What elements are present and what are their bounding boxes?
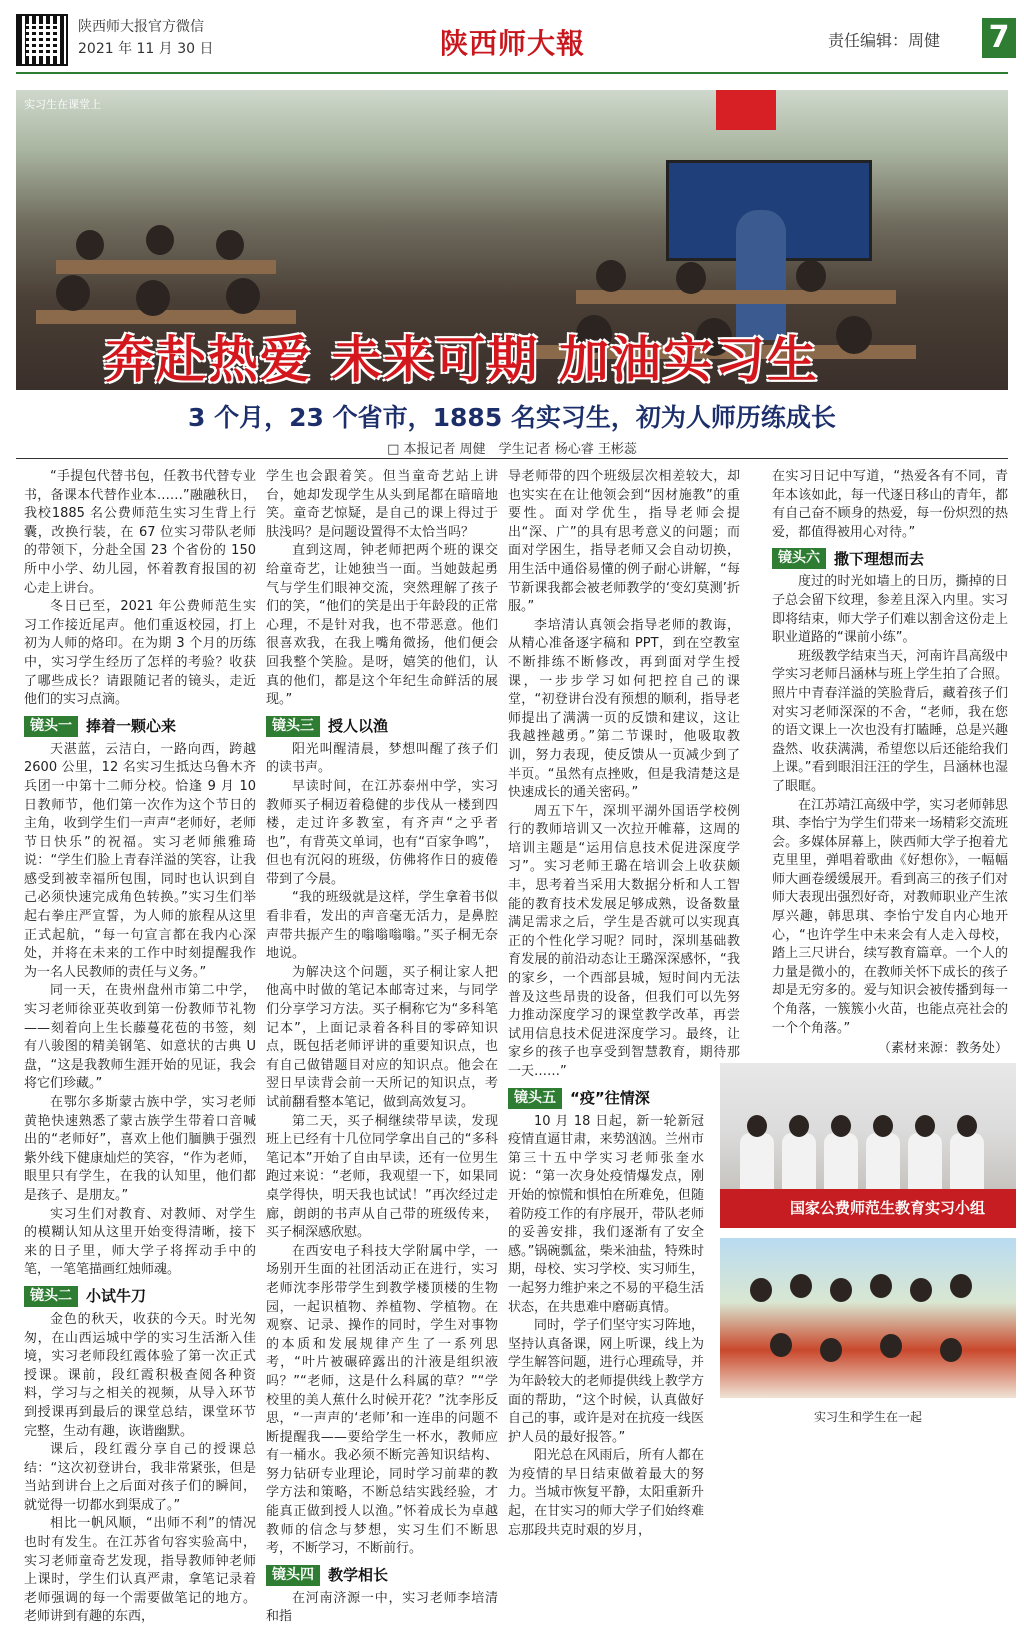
header-divider <box>16 72 1008 74</box>
person-head <box>747 1115 767 1137</box>
person-head <box>820 1338 842 1362</box>
section-heading <box>24 716 256 737</box>
section-tag: 镜头一 <box>24 716 78 737</box>
article-column-4 <box>772 468 1008 1059</box>
paragraph: 阳光叫醒清晨，梦想叫醒了孩子们的读书声。 <box>266 741 498 776</box>
person-head <box>770 1333 792 1357</box>
section-tag: 镜头六 <box>772 548 826 569</box>
paragraph: 实习生们对教育、对教师、对学生的模糊认知从这里开始变得清晰，接下来的日子里，师大学子将挥动手中的笔，一笔笔描画红烛师魂。 <box>24 1206 256 1278</box>
paragraph: 第二天，买子桐继续带早读，发现班上已经有十几位同学拿出自己的“多科笔记本”开始了自由早读，还有一位男生跑过来说：“老师，我观望一下，如果同桌学得快，明天我也试试！”再次经过走廊，朗朗的书声从自己带的班级传来，买子桐深感欣慰。 <box>266 1113 498 1241</box>
person-head <box>790 1274 812 1298</box>
group-photo-interns <box>720 1063 1016 1228</box>
paragraph: 同一天，在贵州盘州市第二中学，实习老师徐亚英收到第一份教师节礼物——刻着向上生长藤蔓花苞的书签，刻有八骏图的精美钢笔、如意状的古典 U 盘，“这是我教师生涯开始的见证，我会将它们珍藏。” <box>24 983 256 1092</box>
paragraph: 为解决这个问题，买子桐让家人把他高中时做的笔记本邮寄过来，与同学们分享学习方法。买子桐称它为“多科笔记本”，上面记录着各科目的零碎知识点，既包括老师评讲的重要知识点，也有自己做错题目对应的知识点。他会在翌日早读背会前一天所记的知识点，考试前翻看整本笔记，做到高效复习。 <box>266 964 498 1110</box>
section-tag: 镜头四 <box>266 1565 320 1586</box>
paragraph: 课后，段红霞分享自己的授课总结：“这次初登讲台，我非常紧张，但是当站到讲台上之后面对孩子们的瞬间，就觉得一切都水到渠成了。” <box>24 1442 256 1513</box>
student-head <box>596 260 626 292</box>
desk-row <box>576 290 896 304</box>
paragraph: 在江苏靖江高级中学，实习老师韩思琪、李怡宁为学生们带来一场精彩交流班会。多媒体屏幕上，陕西师大学子抱着尤克里里，弹唱着歌曲《好想你》，一幅幅师大画卷缓缓展开。看到高三的孩子们对师大表现出强烈好奇，对教师职业产生浓厚兴趣，韩思琪、李怡宁发自内心地开心，“也许学生中未来会有人走入母校，踏上三尺讲台，续写教育篇章。一个人的力量是微小的，在教师关怀下成长的孩子却是无穷多的。爱与知识会被传播到每一个角落，一簇簇小火苗，也能点亮社会的一个个角落。” <box>772 797 1008 1036</box>
page-number: 7 <box>982 18 1016 58</box>
article-column-3 <box>508 468 740 1540</box>
person-head <box>880 1334 902 1358</box>
group-photo-students <box>720 1238 1016 1398</box>
student-head <box>216 230 244 260</box>
section-title: “疫”往情深 <box>570 1088 650 1107</box>
material-source: （素材来源：教务处） <box>877 1041 1008 1057</box>
paragraph: 直到这周，钟老师把两个班的课交给童奇艺，让她独当一面。当她鼓起勇气与学生们眼神交流，突然理解了孩子们的笑，“他们的笑是出于年龄段的正常心理，不是针对我，也不带恶意。他们很喜欢我，在我上嘴角微扬，他们便会回我整个笑脸。是呀，嬉笑的他们，认真的他们，都是这个年纪生命鲜活的展现。” <box>266 543 498 708</box>
student-head <box>56 275 90 311</box>
section-title: 教学相长 <box>328 1566 389 1585</box>
qr-code <box>16 14 68 66</box>
section-heading <box>266 716 498 737</box>
person-head <box>940 1338 962 1362</box>
person-head <box>750 1278 772 1302</box>
paragraph: 学生也会跟着笑。但当童奇艺站上讲台，她却发现学生从头到尾都在暗暗地笑。童奇艺惊疑，是自己的课上得过于肤浅吗？是问题设置得不太恰当吗？ <box>266 469 498 540</box>
section-title: 授人以渔 <box>328 716 389 735</box>
person-head <box>957 1115 977 1137</box>
paragraph: 度过的时光如墙上的日历，撕掉的日子总会留下纹理，参差且深入内里。实习即将结束，师大学子们难以割舍这份走上职业道路的“课前小练”。 <box>772 574 1008 646</box>
section-heading <box>508 1088 740 1109</box>
student-head <box>76 230 104 260</box>
paragraph: 天湛蓝，云洁白，一路向西，跨越 2600 公里，12 名实习生抵达乌鲁木齐兵团一中第十二师分校。恰逢 9 月 10 日教师节，他们第一次作为这个节日的主角，收到学生们一声声“老师好，老师节日快乐”的祝福。实习老师熊雅琦说：“学生们脸上青春洋溢的笑容，让我感受到被幸福所包围，同时也认识到自己必须快速完成角色转换。”实习生们举起右拳庄严宣誓，为人师的旅程从这里正式起航，“每一句宣言都在我内心深处，并将在未来的工作中时刻提醒我作为一名人民教师的责任与义务。” <box>24 741 256 980</box>
person-head <box>910 1278 932 1302</box>
paragraph: 周五下午，深圳平湖外国语学校例行的教师培训又一次拉开帷幕，这周的培训主题是“运用信息技术促进深度学习”。实习老师王璐在培训会上收获颇丰，思考着当采用大数据分析和人工智能的教育技术发展足够成熟，设备数量满足需求之后，学生是否就可以实现真正的个性化学习呢？同时，深圳基础教育发展的前沿动态让王璐深深感怀，“我的家乡，一个西部县城，短时间内无法普及这些昂贵的设备，但我们可以先努力推动深度学习的课堂教学改革，再尝试用信息技术促进深度学习。最终，让家乡的孩子也享受到智慧教育，期待那一天……” <box>508 803 740 1079</box>
section-title: 捧着一颗心来 <box>86 716 177 735</box>
section-tag: 镜头二 <box>24 1286 78 1307</box>
paragraph: 相比一帆风顺，“出师不利”的情况也时有发生。在江苏省句容实验高中，实习老师童奇艺发现，指导教师钟老师上课时，学生们认真严肃，拿笔记录着老师强调的每一个需要做笔记的地方。老师讲到有趣的东西， <box>24 1516 256 1625</box>
section-tag: 镜头五 <box>508 1088 562 1109</box>
section-heading <box>772 548 1008 569</box>
student-head <box>836 316 872 354</box>
person-head <box>831 1115 851 1137</box>
paragraph: 10 月 18 日起，新一轮新冠疫情直逼甘肃，来势汹汹。兰州市第三十五中学实习老师张奎水说：“第一次身处疫情爆发点，刚开始的惊慌和惧怕在所难免，但随着防疫工作的有序展开，带队老师的妥善安排，我们逐渐有了安全感。”锅碗瓢盆，柴米油盐，特殊时期，母校、实习学校、实习师生，一起努力维护来之不易的平稳生活状态，在共患难中磨砺真情。 <box>508 1113 704 1315</box>
paragraph: 在实习日记中写道，“热爱各有不同，青年本该如此，每一代逐日移山的青年，都有自己奋不顾身的热爱，每一份炽烈的热爱，都值得被用心对待。” <box>772 469 1008 540</box>
student-head <box>676 262 706 294</box>
wechat-source: 陕西师大报官方微信 <box>78 19 204 35</box>
desk-row <box>56 260 276 274</box>
paragraph: 导老师带的四个班级层次相差较大，却也实实在在让他领会到“因材施教”的重要性。面对学优生，指导老师会提出“深、广”的具有思考意义的问题；而面对学困生，指导老师又会自动切换，用生活中通俗易懂的例子耐心讲解，“每节新课我都会被老师教学的‘变幻莫测’折服。” <box>508 469 740 615</box>
flag-decoration <box>716 90 776 130</box>
paragraph: “我的班级就是这样，学生拿着书似看非看，发出的声音毫无活力，是鼻腔声带共振产生的嗡嗡嗡嗡。”买子桐无奈地说。 <box>266 890 498 962</box>
section-title: 小试牛刀 <box>86 1287 147 1306</box>
person-head <box>915 1115 935 1137</box>
photo-caption: 实习生和学生在一起 <box>813 1410 922 1424</box>
section-tag: 镜头三 <box>266 716 320 737</box>
byline: □ 本报记者 周健 学生记者 杨心睿 王彬蕊 <box>387 442 637 457</box>
hero-photo-caption: 实习生在课堂上 <box>24 98 101 111</box>
paragraph: 李培清认真领会指导老师的教诲，从精心准备逐字稿和 PPT，到在空教室不断排练不断修改，再到面对学生授课，一步步学习如何把控自己的课堂，“初登讲台没有预想的顺利，指导老师提出了满满一页的反馈和建议，这让我越挫越勇。”第二节课时，他吸取教训，努力表现，使反馈从一页减少到了半页。“虽然有点挫败，但是我清楚这是快速成长的通关密码。” <box>508 617 740 801</box>
paragraph: 在西安电子科技大学附属中学，一场别开生面的社团活动正在进行，实习老师沈李彤带学生到教学楼顶楼的生物园，一起识植物、养植物、学植物。在观察、记录、操作的同时，学生对事物的本质和发展规律产生了一系列思考，“叶片被碾碎露出的汁液是组织液吗？”“老师，这是什么科属的草？”“学校里的美人蕉什么时候开花？”沈李彤反思，“一声声的‘老师’和一连串的问题不断提醒我——要给学生一杯水，教师应有一桶水。我必须不断完善知识结构、努力钻研专业理论，同时学习前辈的教学方法和策略，不断总结实践经验，才能真正做到授人以渔。”怀着成长为卓越教师的信念与梦想，实习生们不断思考，不断学习，不断前行。 <box>266 1243 498 1557</box>
byline-divider <box>16 458 1008 459</box>
paragraph: “手提包代替书包，任教书代替专业书，备课本代替作业本……”融融秋日，我校1885 名公费师范生实习生背上行囊，改换行装，在 67 位实习带队老师的带领下，分赴全国 23 个省份的 150 所中小学、幼儿园，怀着教育报国的初心走上讲台。 <box>24 469 256 596</box>
section-heading <box>266 1565 498 1586</box>
responsible-editor: 责任编辑：周健 <box>828 31 941 50</box>
student-head <box>796 260 826 292</box>
paragraph: 早读时间，在江苏泰州中学，实习教师买子桐迈着稳健的步伐从一楼到四楼，走过许多教室，有齐声“之乎者也”，有背英文单词，也有“百家争鸣”，但也有沉闷的班级，仿佛将作日的疲倦带到了今晨。 <box>266 778 498 887</box>
person-head <box>789 1115 809 1137</box>
paragraph: 同时，学子们坚守实习阵地，坚持认真备课，网上听课，线上为学生解答问题，进行心理疏导，并为年龄较大的老师提供线上教学方面的帮助，“这个时候，认真做好自己的事，或许是对在抗疫一线医护人员的最好报答。” <box>508 1318 704 1445</box>
issue-date: 2021 年 11 月 30 日 <box>78 41 214 57</box>
article-column-1 <box>24 468 256 1627</box>
person-head <box>873 1115 893 1137</box>
paragraph: 在鄂尔多斯蒙古族中学，实习老师黄艳快速熟悉了蒙古族学生带着口音喊出的“老师好”，喜欢上他们腼腆于强烈紫外线下健康灿烂的笑容，“作为老师，眼里只有学生，在我的认知里，他们都是孩子、是朋友。” <box>24 1095 256 1203</box>
person-head <box>870 1274 892 1298</box>
banner-text: 国家公费师范生教育实习小组 <box>790 1199 986 1217</box>
paragraph: 金色的秋天，收获的今天。时光匆匆，在山西运城中学的实习生活渐入佳境，实习老师段红霞体验了第一次正式授课。课前，段红霞积极查阅各种资料，学习与之相关的视频，从导入环节到授课再到最后的课堂总结，课堂环节完整，生动有趣，诙谐幽默。 <box>24 1311 256 1439</box>
paragraph: 在河南济源一中，实习老师李培清和指 <box>266 1590 498 1625</box>
page-headline: 奔赴热爱 未来可期 加油实习生 <box>104 330 819 389</box>
person-head <box>830 1278 852 1302</box>
paragraph: 阳光总在风雨后，所有人都在为疫情的早日结束做着最大的努力。当城市恢复平静，太阳重新升起，在甘实习的师大学子们始终难忘那段共克时艰的岁月， <box>508 1448 704 1538</box>
person-head <box>950 1274 972 1298</box>
paragraph: 班级教学结束当天，河南许昌高级中学实习老师吕涵林与班上学生拍了合照。照片中青春洋溢的笑脸背后，藏着孩子们对实习老师深深的不舍，“老师，我在您的语文课上一次也没有打瞌睡，总是兴趣盎然、收获满满，希望您以后还能给我们上课。”看到眼泪汪汪的学生，吕涵林也湿了眼眶。 <box>772 648 1008 794</box>
masthead-logo: 陕西师大報 <box>440 27 586 60</box>
paragraph: 冬日已至，2021 年公费师范生实习工作接近尾声。他们重返校园，打上初为人师的烙印。在为期 3 个月的历练中，实习学生经历了怎样的考验？收获了哪些成长？请跟随记者的镜头，走近他们的实习点滴。 <box>24 599 256 708</box>
page-subheadline: 3 个月，23 个省市，1885 名实习生，初为人师历练成长 <box>188 403 836 432</box>
section-title: 撒下理想而去 <box>834 549 925 568</box>
student-head <box>146 225 174 255</box>
student-head <box>136 280 170 316</box>
article-column-2 <box>266 468 498 1627</box>
student-head <box>226 278 260 314</box>
section-heading <box>24 1286 256 1307</box>
